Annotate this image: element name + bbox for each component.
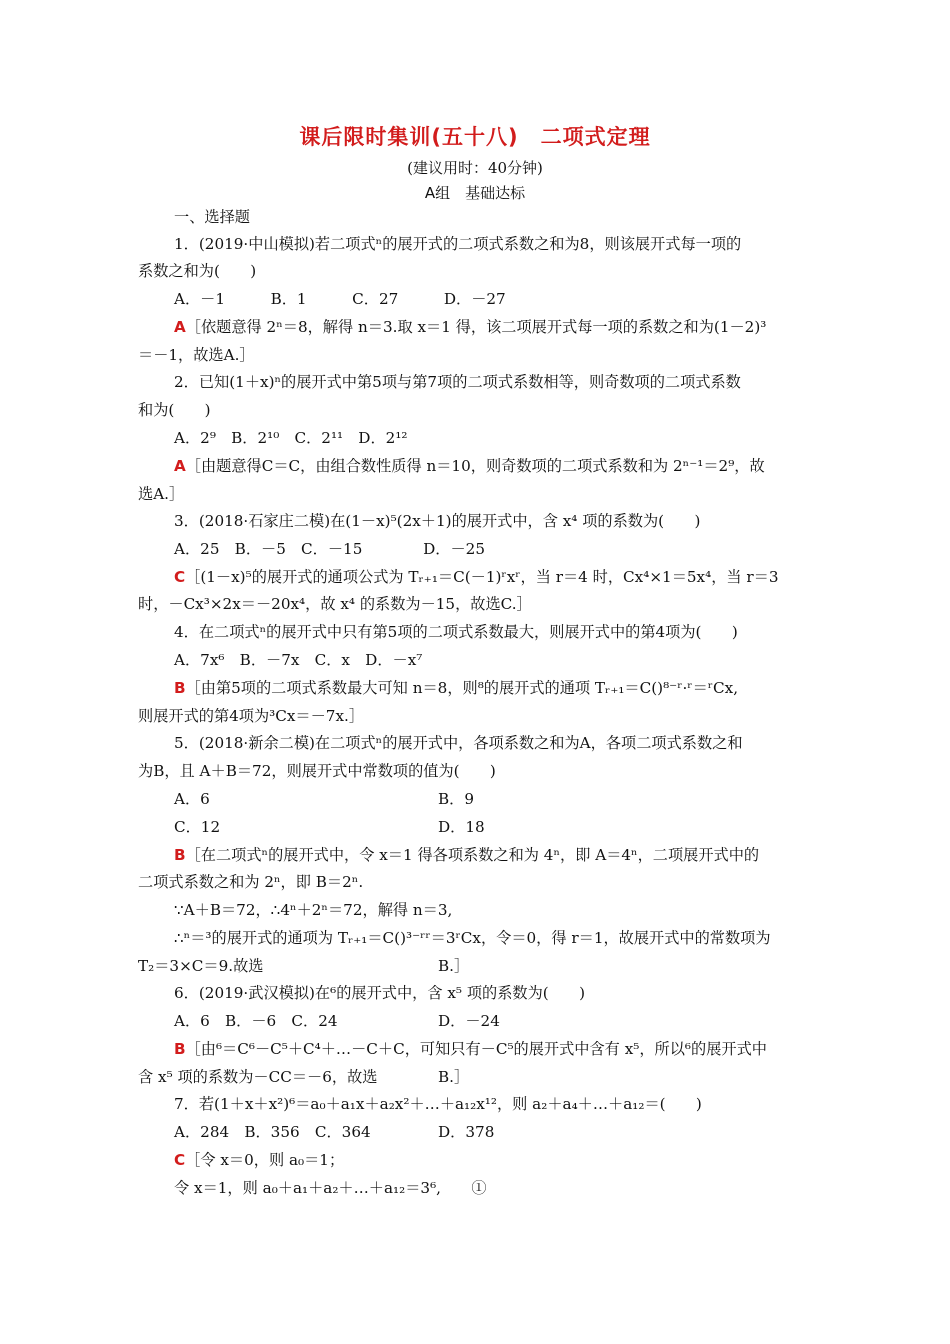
page-title: 课后限时集训(五十八) 二项式定理	[299, 125, 651, 149]
question-4-solution-cont: 则展开式的第4项为³Cx＝－7x.］	[138, 707, 365, 725]
question-5-stem: 5．(2018·新余二模)在二项式ⁿ的展开式中，各项系数之和为A，各项二项式系数之和	[174, 734, 743, 752]
answer-letter: B	[174, 679, 186, 697]
question-5-solution-cont: ∴ⁿ＝³的展开式的通项为 Tᵣ₊₁＝C()³⁻ʳʳ＝3ʳCx，令＝0，得 r＝1，故展开式中的常数项为	[174, 929, 771, 947]
question-2-stem: 2．已知(1＋x)ⁿ的展开式中第5项与第7项的二项式系数相等，则奇数项的二项式系数	[174, 373, 741, 391]
question-5-solution-cont: ∵A＋B＝72，∴4ⁿ＋2ⁿ＝72，解得 n＝3,	[174, 901, 453, 919]
question-5-solution-cont: 二项式系数之和为 2ⁿ，即 B＝2ⁿ.	[138, 873, 364, 891]
question-2-solution-cont: 选A.］	[138, 485, 185, 503]
question-4-options: A．7x⁶ B．－7x C．x D．－x⁷	[174, 651, 423, 669]
question-3-options: A．25 B．－5 C．－15 D．－25	[174, 540, 486, 558]
question-1-solution-cont: ＝－1，故选A.］	[138, 346, 255, 364]
question-5-solution: B［在二项式ⁿ的展开式中，令 x＝1 得各项系数之和为 4ⁿ，即 A＝4ⁿ，二项展开式中的	[174, 846, 760, 864]
question-7-stem: 7．若(1＋x＋x²)⁶＝a₀＋a₁x＋a₂x²＋…＋a₁₂x¹²，则 a₂＋a₄＋…＋a₁₂＝( )	[174, 1095, 702, 1113]
question-7-solution: C［令 x＝0，则 a₀＝1；	[174, 1151, 345, 1169]
question-5-option-d: D．18	[438, 818, 485, 836]
question-2-options: A．2⁹ B．2¹⁰ C．2¹¹ D．2¹²	[174, 429, 408, 447]
answer-letter: A	[174, 318, 186, 336]
question-4-solution: B［由第5项的二项式系数最大可知 n＝8，则⁸的展开式的通项 Tᵣ₊₁＝C()⁸⁻ʳ·ʳ＝ʳCx,	[174, 679, 739, 697]
answer-letter: A	[174, 457, 186, 475]
question-3-stem: 3．(2018·石家庄二模)在(1－x)⁵(2x＋1)的展开式中，含 x⁴ 项的系数为( )	[174, 512, 701, 530]
question-6-option-d: D．－24	[438, 1012, 500, 1030]
question-6-options: A．6 B．－6 C．24	[174, 1012, 338, 1030]
question-2-stem-cont: 和为( )	[138, 401, 211, 419]
question-6-stem: 6．(2019·武汉模拟)在⁶的展开式中，含 x⁵ 项的系数为( )	[174, 984, 585, 1002]
question-3-solution: C［(1－x)⁵的展开式的通项公式为 Tᵣ₊₁＝C(－1)ʳxʳ，当 r＝4 时，Cx⁴×1＝5x⁴，当 r＝3	[174, 568, 779, 586]
answer-letter: C	[174, 568, 186, 586]
question-7-options: A．284 B．356 C．364	[174, 1123, 371, 1141]
answer-letter: C	[174, 1151, 186, 1169]
question-3-solution-cont: 时，－Cx³×2x＝－20x⁴，故 x⁴ 的系数为－15，故选C.］	[138, 595, 532, 613]
question-6-solution-cont: 含 x⁵ 项的系数为－CC＝－6，故选	[138, 1068, 378, 1086]
question-1-stem: 1．(2019·中山模拟)若二项式ⁿ的展开式的二项式系数之和为8，则该展开式每一项的	[174, 235, 742, 253]
question-6-solution-end: B.］	[438, 1068, 470, 1086]
question-2-solution: A［由题意得C＝C，由组合数性质得 n＝10，则奇数项的二项式系数和为 2ⁿ⁻¹＝2⁹，故	[174, 457, 765, 475]
question-5-option-c: C．12	[174, 818, 221, 836]
question-1-stem-cont: 系数之和为( )	[138, 262, 257, 280]
question-4-stem: 4．在二项式ⁿ的展开式中只有第5项的二项式系数最大，则展开式中的第4项为( )	[174, 623, 738, 641]
question-7-solution-cont: 令 x＝1，则 a₀＋a₁＋a₂＋…＋a₁₂＝3⁶, ①	[174, 1179, 487, 1197]
question-1-solution: A［依题意得 2ⁿ＝8，解得 n＝3.取 x＝1 得，该二项展开式每一项的系数之和为(1－2)³	[174, 318, 767, 336]
question-5-solution-cont: T₂＝3×C＝9.故选	[138, 957, 264, 975]
question-7-option-d: D．378	[438, 1123, 495, 1141]
answer-letter: B	[174, 1040, 186, 1058]
question-6-solution: B［由⁶＝C⁶－C⁵＋C⁴＋…－C＋C，可知只有－C⁵的展开式中含有 x⁵，所以⁶的展开式中	[174, 1040, 767, 1058]
question-5-option-a: A．6	[174, 790, 210, 808]
section-heading: 一、选择题	[174, 208, 250, 226]
question-1-options: A．－1 B．1 C．27 D．－27	[174, 290, 506, 308]
question-5-stem-cont: 为B，且 A＋B＝72，则展开式中常数项的值为( )	[138, 762, 496, 780]
question-5-option-b: B．9	[438, 790, 475, 808]
page-subtitle: (建议用时：40分钟)	[407, 159, 543, 177]
question-5-solution-end: B.］	[438, 957, 470, 975]
answer-letter: B	[174, 846, 186, 864]
group-heading: A组 基础达标	[424, 184, 526, 202]
